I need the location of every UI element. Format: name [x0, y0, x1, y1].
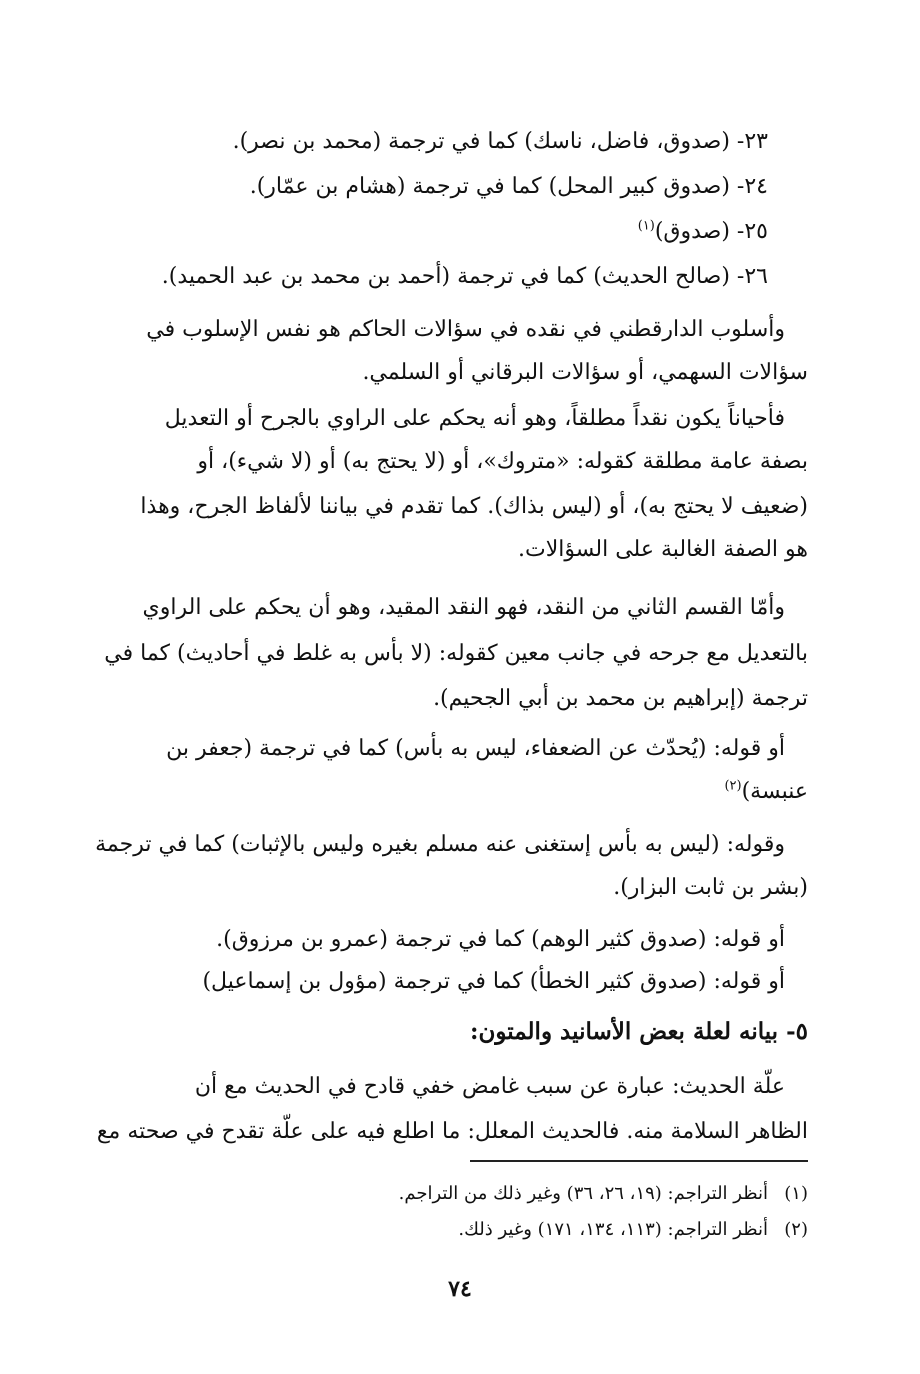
footnote [108, 1214, 808, 1246]
footnote-number: (١) [784, 1183, 808, 1204]
footnote-text: أنظر التراجم: (١٩، ٢٦، ٣٦) وغير ذلك من التراجم. [398, 1183, 768, 1204]
footnote-number: (٢) [784, 1219, 808, 1240]
paragraph-line: فأحياناً يكون نقداً مطلقاً، وهو أنه يحكم على الراوي بالجرح أو التعديل [164, 406, 785, 431]
footnote-divider [470, 1160, 808, 1162]
footnote-ref: (٢) [724, 778, 742, 794]
paragraph-line: سؤالات السهمي، أو سؤالات البرقاني أو السلمي. [362, 360, 808, 385]
paragraph-line: ترجمة (إبراهيم بن محمد بن أبي الجحيم). [433, 686, 808, 711]
paragraph-line: هو الصفة الغالبة على السؤالات. [518, 537, 808, 562]
page-number: ٧٤ [448, 1276, 472, 1302]
paragraph-line: (ضعيف لا يحتج به)، أو (ليس بذاك). كما تقدم في بياننا لألفاظ الجرح، وهذا [140, 494, 808, 519]
paragraph-line: علّة الحديث: عبارة عن سبب غامض خفي قادح في الحديث مع أن [194, 1074, 785, 1099]
footnote [108, 1178, 808, 1210]
paragraph-line: بصفة عامة مطلقة كقوله: «متروك»، أو (لا يحتج به) أو (لا شيء)، أو [197, 449, 808, 474]
list-item: ٢٣- (صدوق، فاضل، ناسك) كما في ترجمة (محمد بن نصر). [232, 129, 768, 154]
list-item: ٢٤- (صدوق كبير المحل) كما في ترجمة (هشام بن عمّار). [249, 174, 768, 199]
paragraph-line: وقوله: (ليس به بأس إستغنى عنه مسلم بغيره وليس بالإثبات) كما في ترجمة [95, 832, 785, 857]
list-item-text: ٢٥- (صدوق) [654, 219, 768, 244]
list-item: ٢٦- (صالح الحديث) كما في ترجمة (أحمد بن محمد بن عبد الحميد). [161, 264, 768, 289]
footnote-text: أنظر التراجم: (١١٣، ١٣٤، ١٧١) وغير ذلك. [458, 1219, 768, 1240]
paragraph-line: بالتعديل مع جرحه في جانب معين كقوله: (لا بأس به غلط في أحاديث) كما في [104, 641, 808, 666]
paragraph-text: عنبسة) [741, 779, 808, 804]
paragraph-line: وأمّا القسم الثاني من النقد، فهو النقد المقيد، وهو أن يحكم على الراوي [142, 595, 785, 620]
paragraph-line: وأسلوب الدارقطني في نقده في سؤالات الحاكم هو نفس الإسلوب في [146, 317, 785, 342]
section-heading: ٥- بيانه لعلة بعض الأسانيد والمتون: [470, 1018, 808, 1045]
paragraph-line: أو قوله: (صدوق كثير الخطأ) كما في ترجمة (مؤول بن إسماعيل) [202, 969, 785, 994]
paragraph-line: الظاهر السلامة منه. فالحديث المعلل: ما اطلع فيه على علّة تقدح في صحته مع [96, 1119, 808, 1144]
list-item [108, 212, 768, 252]
paragraph-line: أو قوله: (يُحدّث عن الضعفاء، ليس به بأس) كما في ترجمة (جعفر بن [166, 736, 785, 761]
paragraph-line [108, 772, 808, 812]
paragraph-line: (بشر بن ثابت البزار). [613, 875, 808, 900]
footnote-ref: (١) [637, 218, 655, 234]
paragraph-line: أو قوله: (صدوق كثير الوهم) كما في ترجمة (عمرو بن مرزوق). [216, 927, 785, 952]
